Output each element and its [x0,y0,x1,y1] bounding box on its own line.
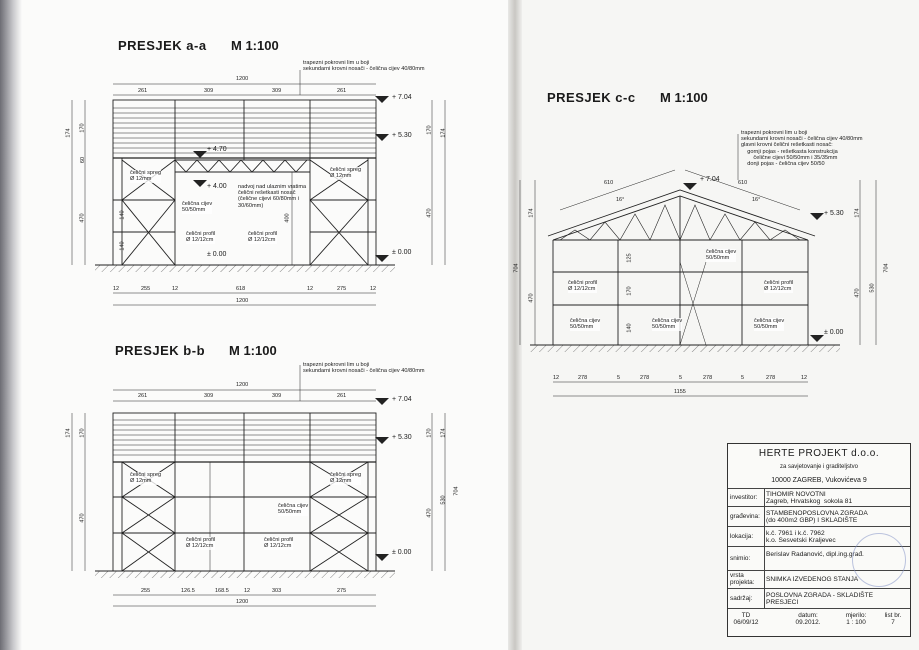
dim-v-bb-r-704: 704 [453,486,460,496]
dim-cc-b-0: 12 [553,375,560,381]
label-spreg-bb-l: čelični spreg Ø 12mm [130,472,162,485]
firm-subtitle: za savjetovanje i graditeljstvo [779,464,859,470]
dim-bb-b-0: 255 [141,588,151,594]
dim-bb-b-2: 168.5 [215,588,229,594]
level-000-bb: ± 0.00 [392,549,412,556]
dim-cc-b-5: 278 [703,375,713,381]
label-cijev-cc-l: čelična cijev 50/50mm [570,318,601,331]
dim-v-bb-174: 174 [65,428,72,438]
dim-v-aa-140b: 140 [119,241,126,251]
label-cijev-cc-m: čelična cijev 50/50mm [652,318,683,331]
dim-v-bb-r-470: 470 [426,508,433,518]
level-000-aa-c: ± 0.00 [207,251,227,258]
dim-v-bb-r-170: 170 [426,428,433,438]
dim-cc-slope-r: 610 [738,180,748,186]
dim-aa-b-0: 12 [113,286,120,292]
dim-aa-b-4: 12 [307,286,314,292]
dim-aa-b-1: 255 [141,286,151,292]
dim-v-cc-125: 125 [626,253,633,263]
dim-cc-b-7: 278 [766,375,776,381]
dim-v-aa-400: 400 [284,213,291,223]
dim-bb-b-4: 303 [272,588,282,594]
level-704-aa: + 7.04 [392,94,412,101]
engineer-stamp [852,533,906,587]
dim-aa-total-top: 1200 [236,76,249,82]
label-profil-cc-r: čelični profil Ø 12/12cm [764,280,794,293]
level-530-bb: + 5.30 [392,434,412,441]
dim-bb-top-2: 309 [204,393,214,399]
tb-row-project-type: vrsta projekta: SNIMKA IZVEDENOG STANJA [728,570,910,589]
label-profil-aa-l: čelični profil Ø 12/12cm [186,231,216,244]
section-bb-drawing [72,365,445,606]
dim-v-aa-60: 60 [80,156,87,164]
tb-row-location: lokacija: k.č. 7961 i k.č. 7962 k.o. Sesvetski Kraljevec [728,526,910,547]
tb-row-building: građevina: STAMBENOPOSLOVNA ZGRADA (do 400m2 GBP) I SKLADIŠTE [728,506,910,527]
dim-v-cc-470: 470 [528,293,535,303]
dim-aa-b-2: 12 [172,286,179,292]
label-spreg-aa-r: čelični spreg Ø 12mm [330,167,362,180]
dim-cc-angle-l: 16° [616,197,625,203]
dim-v-cc-r-174: 174 [854,208,861,218]
dim-v-cc-170: 170 [626,286,633,296]
section-aa-title: PRESJEK a-a [118,38,207,53]
level-530-aa: + 5.30 [392,132,412,139]
dim-bb-b-total: 1200 [236,599,249,605]
tb-row-surveyor: snimio: Berislav Radanović, dipl.ing.građ. [728,546,910,571]
dim-cc-b-6: 5 [741,375,745,381]
dim-v-cc-704: 704 [513,263,520,273]
section-cc-drawing [520,134,876,396]
dim-aa-top-4: 261 [337,88,347,94]
dim-cc-b-3: 278 [640,375,650,381]
dim-v-bb-470: 470 [79,513,86,523]
tb-row-content: sadržaj: POSLOVNA ZGRADA - SKLADIŠTE PRESJECI [728,588,910,609]
dim-cc-b-4: 5 [679,375,683,381]
section-cc-scale: M 1:100 [660,90,708,105]
dim-aa-top-1: 261 [138,88,148,94]
dim-v-aa-r-470: 470 [426,208,433,218]
dim-cc-b-total: 1155 [674,389,686,395]
section-cc-title: PRESJEK c-c [547,90,636,105]
dim-v-aa-470: 470 [79,213,86,223]
dim-v-cc-r-704: 704 [883,263,890,273]
dim-cc-b-1: 278 [578,375,588,381]
dim-bb-b-3: 12 [244,588,251,594]
tb-td: TD 06/09/12 [733,612,759,626]
dim-v-cc-140: 140 [626,323,633,333]
level-000-aa: ± 0.00 [392,249,412,256]
label-cijev-cc-r: čelična cijev 50/50mm [754,318,785,331]
level-470-aa: + 4.70 [207,146,227,153]
label-profil-cc-l: čelični profil Ø 12/12cm [568,280,598,293]
dim-v-bb-r-174: 174 [440,428,447,438]
canopy-note: nadvoj nad ulaznim vratima čelični rešetkasti nosač (čelične cijevi 60/80mm i 30/60mm) [238,184,307,209]
label-cijev-aa: čelična cijev 50/50mm [182,201,213,214]
dim-v-aa-170: 170 [79,123,86,133]
roof-note-aa: trapezni pokrovni lim u boji sekundarni krovni nosači - čelična cijev 40/80mm [303,60,425,73]
label-spreg-aa-l: čelični spreg Ø 12mm [130,170,162,183]
label-cijev-bb: čelična cijev 50/50mm [278,503,309,516]
dim-bb-b-1: 126.5 [181,588,195,594]
dim-v-aa-r-170: 170 [426,125,433,135]
section-bb-title: PRESJEK b-b [115,343,206,358]
dim-v-cc-r-470: 470 [854,288,861,298]
roof-note-bb: trapezni pokrovni lim u boji sekundarni krovni nosači - čelična cijev 40/80mm [303,362,425,375]
dim-v-cc-174: 174 [528,208,535,218]
label-profil-bb-r: čelični profil Ø 12/12cm [264,537,294,550]
dim-bb-top-4: 261 [337,393,347,399]
level-704-bb: + 7.04 [392,396,412,403]
label-cijev-cc-top: čelična cijev 50/50mm [706,249,737,262]
firm-name: HERTE PROJEKT d.o.o. [758,448,880,459]
tb-date: datum: 09.2012. [795,612,821,626]
roof-note-cc: trapezni pokrovni lim u boji sekundarni krovni nosači - čelična cijev 40/80mm glavni krovni čelični rešetkasti nosač: gornji pojas - rešetkasta konstrukcija čelične cijevi 50/50mm i 35/35mm donji pojas - čelična cijev 50/50 [741,130,863,168]
dim-v-aa-r-174: 174 [440,128,447,138]
dim-aa-top-3: 309 [272,88,282,94]
dim-aa-b-5: 275 [337,286,347,292]
level-000-cc: ± 0.00 [824,329,844,336]
section-aa-scale: M 1:100 [231,38,279,53]
tb-footer [728,608,910,637]
dim-cc-slope-l: 610 [604,180,614,186]
dim-v-cc-r-530: 530 [869,283,876,293]
dim-v-bb-r-530: 530 [440,495,447,505]
dim-v-aa-174: 174 [65,128,72,138]
dim-aa-top-2: 309 [204,88,214,94]
dim-bb-total-top: 1200 [236,382,249,388]
level-530-cc: + 5.30 [824,210,844,217]
dim-aa-b-6: 12 [370,286,377,292]
dim-aa-b-total: 1200 [236,298,249,304]
dim-cc-b-8: 12 [801,375,808,381]
label-spreg-bb-r: čelični spreg Ø 12mm [330,472,362,485]
dim-bb-top-3: 309 [272,393,282,399]
dim-aa-b-3: 618 [236,286,246,292]
dim-v-aa-140a: 140 [119,210,126,220]
tb-divider [764,488,765,608]
firm-address: 10000 ZAGREB, Vukovićeva 9 [771,477,867,484]
section-bb-scale: M 1:100 [229,343,277,358]
tb-sheet: list br. 7 [884,612,902,626]
dim-cc-angle-r: 16° [752,197,761,203]
label-profil-aa-r: čelični profil Ø 12/12cm [248,231,278,244]
tb-row-investor: investitor: TIHOMIR NOVOTNI Zagreb, Hrvatskog sokola 81 [728,488,910,507]
tb-scale: mjerilo: 1 : 100 [845,612,867,626]
level-704-cc: + 7.04 [700,176,720,183]
level-400-aa: + 4.00 [207,183,227,190]
dim-v-bb-170: 170 [79,428,86,438]
label-profil-bb-l: čelični profil Ø 12/12cm [186,537,216,550]
dim-bb-top-1: 261 [138,393,148,399]
dim-cc-b-2: 5 [617,375,621,381]
dim-bb-b-5: 275 [337,588,347,594]
